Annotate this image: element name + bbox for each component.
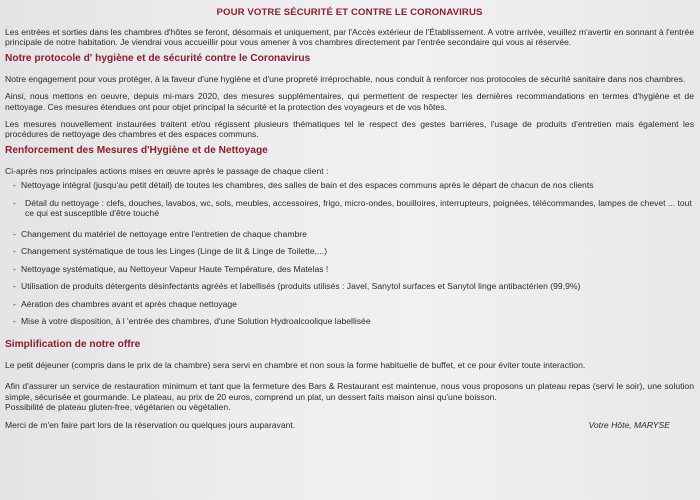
list-item: - Aération des chambres avant et après chaque nettoyage — [13, 299, 694, 309]
host-signature: Votre Hôte, MARYSE — [588, 419, 670, 430]
list-item: - Changement du matériel de nettoyage entre l'entretien de chaque chambre — [13, 229, 694, 239]
closing-text: Merci de m'en faire part lors de la réservation ou quelques jours auparavant. — [5, 419, 296, 430]
list-item: - Nettoyage intégral (jusqu'au petit détail) de toutes les chambres, des salles de bain et des espaces communs après le départ de chacun de nos clients — [13, 180, 694, 190]
page-title: POUR VOTRE SÉCURITÉ ET CONTRE LE CORONAVIRUS — [216, 7, 483, 18]
list-item: - Détail du nettoyage : clefs, douches, lavabos, wc, sols, meubles, accessoires, frigo, micro-ondes, bouilloires, interrupteurs, poignées, télécommandes, lampes de chevet ... tout ce qui est susceptible d'être touché — [13, 198, 694, 218]
list-item: - Nettoyage systématique, au Nettoyeur Vapeur Haute Température, des Matelas ! — [13, 264, 694, 274]
offer-paragraph-2: Afin d'assurer un service de restauration minimum et tant que la fermeture des Bars & Restaurant est maintenue, nous vous proposons un plateau repas (servi le soir), une solution simple, sécurisée et gourmande. Le plateau, au prix de 20 euros, comprend un plat, un dessert faits maison ainsi qu'une boisson. — [5, 381, 694, 402]
section-heading-offer: Simplification de notre offre — [5, 339, 141, 351]
offer-paragraph-1: Le petit déjeuner (compris dans le prix de la chambre) sera servi en chambre et non sous la forme habituelle de buffet, et ce pour éviter toute interaction. — [5, 360, 586, 371]
section-heading-protocol: Notre protocole d' hygiène et de sécurité contre le Coronavirus — [5, 53, 311, 65]
cleaning-lead: Ci-après nos principales actions mises en œuvre après le passage de chaque client : — [5, 165, 329, 176]
section-heading-cleaning: Renforcement des Mesures d'Hygiène et de Nettoyage — [5, 144, 268, 156]
protocol-paragraph-1: Notre engagement pour vous protéger, à la faveur d'une hygiène et d'une propreté irréprochable, nous conduit à renforcer nos protocoles de sécurité sanitaire dans nos chambres. — [5, 74, 686, 85]
list-item: - Utilisation de produits détergents désinfectants agréés et labellisés (produits utilisés : Javel, Sanytol surfaces et Sanytol linge antibactérien (99,9%) — [13, 281, 694, 291]
protocol-paragraph-2: Ainsi, nous mettons en oeuvre, depuis mi-mars 2020, des mesures supplémentaires, qui permettent de respecter les dernières recommandations en termes d'hygiène et de nettoyage. Ces mesures étendues ont pour objet principal la sécurité et la protection des voyageurs et de vos hôtes. — [5, 91, 694, 112]
cleaning-list — [5, 180, 694, 326]
closing-row — [5, 420, 694, 430]
list-item: - Mise à votre disposition, à l 'entrée des chambres, d'une Solution Hydroalcoolique labellisée — [13, 316, 694, 326]
intro-paragraph: Les entrées et sorties dans les chambres d'hôtes se feront, désormais et uniquement, par l'Accès extérieur de l'Établissement. A votre arrivée, veuillez m'avertir en sonnant à l'entrée principale de notre habitation. Je viendrai vous accueillir pour vous amener à vos chambres directement par l'entrée secondaire qui vous ai réservée. — [5, 27, 694, 48]
list-item: - Changement systématique de tous les Linges (Linge de lit & Linge de Toilette,...) — [13, 246, 694, 256]
offer-paragraph-3: Possibilité de plateau gluten-free, végétarien ou végétalien. — [5, 401, 231, 412]
protocol-paragraph-3: Les mesures nouvellement instaurées traitent et/ou régissent plusieurs thématiques tel le respect des gestes barrières, l'usage de produits d'entretien mais également les procédures de nettoyage des chambres et des espaces communs. — [5, 118, 694, 139]
